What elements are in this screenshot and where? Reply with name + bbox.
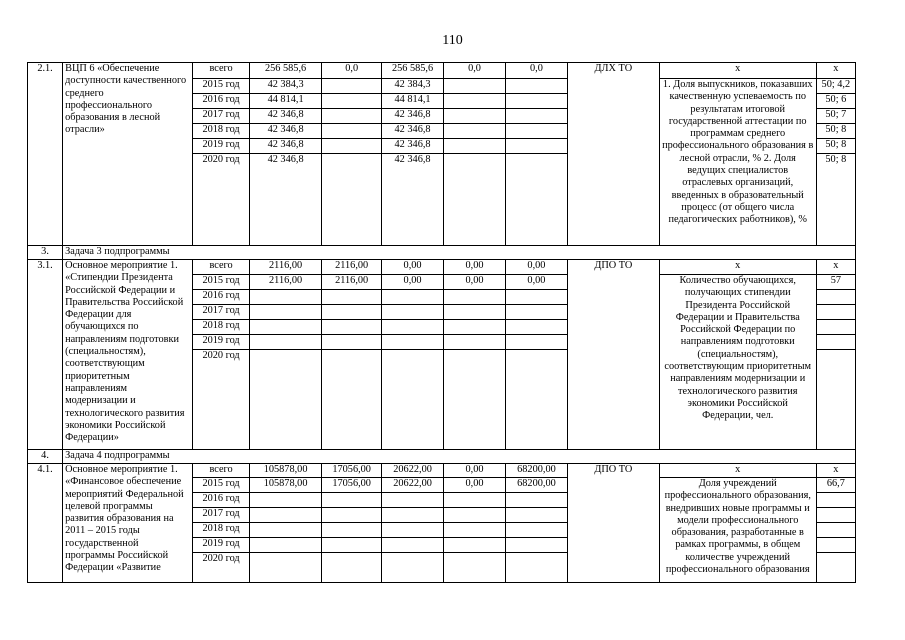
other-cell xyxy=(505,139,567,154)
year-cell: 2020 год xyxy=(193,553,250,583)
fed-cell: 2116,00 xyxy=(322,260,382,275)
total-cell: 2116,00 xyxy=(249,275,321,290)
other-cell xyxy=(505,290,567,305)
reg-cell: 0,00 xyxy=(382,275,444,290)
other-cell: 0,00 xyxy=(505,260,567,275)
year-cell: 2019 год xyxy=(193,335,250,350)
fed-cell xyxy=(322,305,382,320)
executor: ДПО ТО xyxy=(567,464,659,583)
year-cell: 2017 год xyxy=(193,305,250,320)
total-cell: 2116,00 xyxy=(249,260,321,275)
reg-cell: 256 585,6 xyxy=(382,63,444,79)
mun-cell xyxy=(444,139,506,154)
reg-cell xyxy=(382,305,444,320)
mun-cell: 0,00 xyxy=(444,275,506,290)
fed-cell xyxy=(322,154,382,246)
target-value: 50; 6 xyxy=(816,94,855,109)
total-cell: 42 384,3 xyxy=(249,79,321,94)
item-number: 4.1. xyxy=(28,464,63,583)
fed-cell xyxy=(322,538,382,553)
program-table xyxy=(27,62,856,583)
task-row xyxy=(28,450,856,464)
other-cell xyxy=(505,335,567,350)
total-cell: 42 346,8 xyxy=(249,154,321,246)
total-cell: 42 346,8 xyxy=(249,124,321,139)
fed-cell xyxy=(322,94,382,109)
year-cell: 2015 год xyxy=(193,275,250,290)
fed-cell xyxy=(322,124,382,139)
target-value: х xyxy=(816,63,855,79)
mun-cell: 0,00 xyxy=(444,260,506,275)
mun-cell xyxy=(444,305,506,320)
indicator-text: Доля учреждений профессионального образования, внедривших новые программы и модели профессионального образования, разработанные в рамках программы, в общем количестве учреждений профессионального образования xyxy=(659,478,816,583)
task-row xyxy=(28,246,856,260)
indicator-text: 1. Доля выпускников, показавших качественную успеваемость по результатам итоговой государственной аттестации по программам среднего профессионального образования в лесной отрасли, % 2. Доля ведущих специалистов отраслевых организаций, введенных в образовательный процесс (от общего числа педагогических работников), % xyxy=(659,79,816,246)
mun-cell xyxy=(444,79,506,94)
other-cell xyxy=(505,79,567,94)
mun-cell xyxy=(444,538,506,553)
year-cell: 2018 год xyxy=(193,320,250,335)
total-cell: 256 585,6 xyxy=(249,63,321,79)
target-value: х xyxy=(816,260,855,275)
other-cell xyxy=(505,538,567,553)
year-cell: 2018 год xyxy=(193,523,250,538)
year-cell: всего xyxy=(193,464,250,478)
mun-cell: 0,00 xyxy=(444,478,506,493)
item-number: 3.1. xyxy=(28,260,63,450)
other-cell xyxy=(505,508,567,523)
executor: ДПО ТО xyxy=(567,260,659,450)
mun-cell xyxy=(444,94,506,109)
other-cell xyxy=(505,154,567,246)
target-value xyxy=(816,305,855,320)
fed-cell xyxy=(322,79,382,94)
total-cell xyxy=(249,350,321,450)
target-value xyxy=(816,350,855,450)
reg-cell: 20622,00 xyxy=(382,478,444,493)
reg-cell: 42 346,8 xyxy=(382,109,444,124)
item-name: ВЦП 6 «Обеспечение доступности качественного среднего профессионального образования в лесной отрасли» xyxy=(63,63,193,246)
target-value: 50; 8 xyxy=(816,124,855,139)
mun-cell xyxy=(444,320,506,335)
total-cell xyxy=(249,553,321,583)
reg-cell xyxy=(382,553,444,583)
year-cell: 2015 год xyxy=(193,478,250,493)
year-cell: 2016 год xyxy=(193,290,250,305)
mun-cell xyxy=(444,508,506,523)
reg-cell: 42 346,8 xyxy=(382,124,444,139)
page-number: 110 xyxy=(442,33,463,48)
fed-cell xyxy=(322,290,382,305)
data-row xyxy=(28,464,856,478)
total-cell xyxy=(249,290,321,305)
reg-cell: 42 346,8 xyxy=(382,154,444,246)
other-cell: 0,00 xyxy=(505,275,567,290)
fed-cell xyxy=(322,139,382,154)
year-cell: 2020 год xyxy=(193,350,250,450)
reg-cell xyxy=(382,320,444,335)
other-cell xyxy=(505,94,567,109)
target-value: 50; 8 xyxy=(816,139,855,154)
year-cell: 2017 год xyxy=(193,109,250,124)
mun-cell: 0,0 xyxy=(444,63,506,79)
indicator-head: х xyxy=(659,464,816,478)
mun-cell xyxy=(444,523,506,538)
target-value: 50; 4,2 xyxy=(816,79,855,94)
fed-cell xyxy=(322,320,382,335)
fed-cell xyxy=(322,553,382,583)
item-name: Основное мероприятие 1. «Стипендии Президента Российской Федерации и Правительства Российской Федерации для обучающихся по направлениям подготовки (специальностям), соответствующим приоритетным направлениям модернизации и технологического развития экономики Российской Федерации» xyxy=(63,260,193,450)
target-value xyxy=(816,553,855,583)
reg-cell xyxy=(382,538,444,553)
total-cell xyxy=(249,320,321,335)
other-cell: 0,0 xyxy=(505,63,567,79)
target-value xyxy=(816,493,855,508)
reg-cell xyxy=(382,523,444,538)
total-cell xyxy=(249,523,321,538)
other-cell: 68200,00 xyxy=(505,464,567,478)
target-value: х xyxy=(816,464,855,478)
mun-cell xyxy=(444,290,506,305)
other-cell xyxy=(505,109,567,124)
fed-cell xyxy=(322,350,382,450)
item-number: 2.1. xyxy=(28,63,63,246)
mun-cell xyxy=(444,154,506,246)
indicator-head: х xyxy=(659,63,816,79)
reg-cell: 44 814,1 xyxy=(382,94,444,109)
year-cell: всего xyxy=(193,63,250,79)
year-cell: 2019 год xyxy=(193,538,250,553)
total-cell xyxy=(249,538,321,553)
task-title: Задача 3 подпрограммы xyxy=(63,246,856,260)
total-cell xyxy=(249,335,321,350)
year-cell: 2016 год xyxy=(193,493,250,508)
other-cell xyxy=(505,305,567,320)
indicator-text: Количество обучающихся, получающих стипендии Президента Российской Федерации и Правительства Российской Федерации по направлениям подготовки (специальностям), соответствующим приоритетным направлениям модернизации и технологического развития экономики Российской Федерации, чел. xyxy=(659,275,816,450)
task-number: 3. xyxy=(28,246,63,260)
fed-cell xyxy=(322,109,382,124)
reg-cell: 20622,00 xyxy=(382,464,444,478)
year-cell: 2016 год xyxy=(193,94,250,109)
mun-cell xyxy=(444,493,506,508)
indicator-head: х xyxy=(659,260,816,275)
total-cell xyxy=(249,508,321,523)
target-value xyxy=(816,320,855,335)
year-cell: 2018 год xyxy=(193,124,250,139)
target-value xyxy=(816,523,855,538)
target-value xyxy=(816,290,855,305)
other-cell xyxy=(505,124,567,139)
reg-cell: 42 384,3 xyxy=(382,79,444,94)
target-value: 57 xyxy=(816,275,855,290)
executor: ДЛХ ТО xyxy=(567,63,659,246)
fed-cell xyxy=(322,523,382,538)
fed-cell xyxy=(322,508,382,523)
fed-cell: 0,0 xyxy=(322,63,382,79)
reg-cell xyxy=(382,493,444,508)
target-value xyxy=(816,508,855,523)
total-cell: 42 346,8 xyxy=(249,139,321,154)
reg-cell: 0,00 xyxy=(382,260,444,275)
total-cell: 105878,00 xyxy=(249,464,321,478)
reg-cell xyxy=(382,290,444,305)
fed-cell xyxy=(322,335,382,350)
target-value: 66,7 xyxy=(816,478,855,493)
reg-cell xyxy=(382,508,444,523)
data-row xyxy=(28,63,856,79)
mun-cell: 0,00 xyxy=(444,464,506,478)
reg-cell: 42 346,8 xyxy=(382,139,444,154)
fed-cell xyxy=(322,493,382,508)
task-number: 4. xyxy=(28,450,63,464)
other-cell xyxy=(505,350,567,450)
other-cell xyxy=(505,553,567,583)
target-value xyxy=(816,538,855,553)
data-row xyxy=(28,260,856,275)
mun-cell xyxy=(444,350,506,450)
total-cell: 44 814,1 xyxy=(249,94,321,109)
year-cell: 2017 год xyxy=(193,508,250,523)
mun-cell xyxy=(444,553,506,583)
fed-cell: 2116,00 xyxy=(322,275,382,290)
other-cell xyxy=(505,320,567,335)
mun-cell xyxy=(444,109,506,124)
year-cell: всего xyxy=(193,260,250,275)
fed-cell: 17056,00 xyxy=(322,464,382,478)
other-cell: 68200,00 xyxy=(505,478,567,493)
total-cell xyxy=(249,305,321,320)
total-cell xyxy=(249,493,321,508)
other-cell xyxy=(505,523,567,538)
target-value: 50; 8 xyxy=(816,154,855,246)
reg-cell xyxy=(382,350,444,450)
mun-cell xyxy=(444,335,506,350)
target-value: 50; 7 xyxy=(816,109,855,124)
fed-cell: 17056,00 xyxy=(322,478,382,493)
reg-cell xyxy=(382,335,444,350)
other-cell xyxy=(505,493,567,508)
task-title: Задача 4 подпрограммы xyxy=(63,450,856,464)
year-cell: 2020 год xyxy=(193,154,250,246)
target-value xyxy=(816,335,855,350)
year-cell: 2019 год xyxy=(193,139,250,154)
mun-cell xyxy=(444,124,506,139)
item-name: Основное мероприятие 1. «Финансовое обеспечение мероприятий Федеральной целевой программы развития образования на 2011 – 2015 годы государственной программы Российской Федерации «Развитие xyxy=(63,464,193,583)
total-cell: 42 346,8 xyxy=(249,109,321,124)
year-cell: 2015 год xyxy=(193,79,250,94)
total-cell: 105878,00 xyxy=(249,478,321,493)
